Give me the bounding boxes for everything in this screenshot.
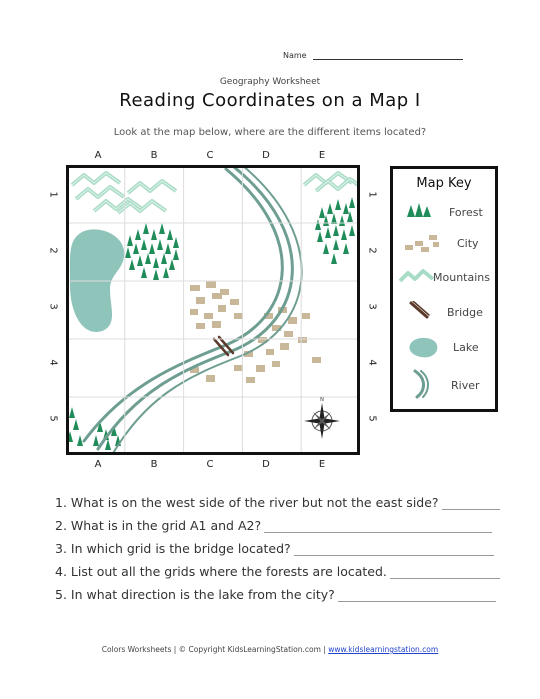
answer-line-4[interactable]	[390, 568, 500, 579]
compass-rose-icon	[304, 397, 340, 439]
question-4-text: 4. List out all the grids where the forests are located.	[55, 564, 387, 579]
name-label: Name	[283, 51, 307, 60]
col-label-bottom-a: A	[94, 459, 102, 470]
name-field	[283, 51, 463, 60]
question-2	[55, 518, 492, 533]
question-3	[55, 541, 494, 556]
question-4	[55, 564, 500, 579]
answer-line-1[interactable]	[442, 499, 500, 510]
row-label-right-4: 4	[366, 359, 378, 366]
worksheet-subtitle: Geography Worksheet	[219, 77, 321, 87]
key-label-bridge: Bridge	[447, 306, 483, 319]
mountains-e1	[304, 173, 360, 191]
footer	[0, 645, 540, 654]
col-label-top-d: D	[262, 150, 270, 161]
col-label-top-e: E	[318, 150, 326, 161]
col-label-bottom-c: C	[206, 459, 214, 470]
col-label-bottom-d: D	[262, 459, 270, 470]
worksheet-title: Reading Coordinates on a Map I	[119, 90, 421, 111]
row-label-left-3: 3	[47, 303, 59, 310]
row-label-right-5: 5	[366, 415, 378, 422]
col-label-bottom-b: B	[150, 459, 158, 470]
bridge-icon	[409, 301, 431, 319]
svg-text:N: N	[320, 397, 324, 403]
key-label-river: River	[451, 379, 480, 392]
answer-line-3[interactable]	[294, 545, 494, 556]
col-label-top-b: B	[150, 150, 158, 161]
question-3-text: 3. In which grid is the bridge located?	[55, 541, 291, 556]
col-label-top-a: A	[94, 150, 102, 161]
mountains-icon	[399, 269, 435, 283]
map-key	[390, 166, 498, 412]
map-key-title: Map Key	[416, 176, 472, 191]
row-label-right-2: 2	[366, 247, 378, 254]
question-2-text: 2. What is in the grid A1 and A2?	[55, 518, 262, 533]
row-label-left-2: 2	[47, 247, 59, 254]
river-icon	[409, 369, 431, 399]
key-label-forest: Forest	[449, 206, 483, 219]
forest-icon	[407, 203, 431, 219]
key-label-mountains: Mountains	[433, 271, 490, 284]
row-label-right-3: 3	[366, 303, 378, 310]
instruction-text: Look at the map below, where are the different items located?	[113, 127, 427, 138]
forest-e1-e2	[315, 197, 355, 264]
col-label-bottom-e: E	[318, 459, 326, 470]
answer-line-5[interactable]	[338, 591, 496, 602]
forest-b2	[125, 223, 179, 280]
key-label-lake: Lake	[453, 341, 479, 354]
col-label-top-c: C	[206, 150, 214, 161]
lake-icon	[407, 335, 439, 359]
answer-line-2[interactable]	[264, 522, 492, 533]
row-label-left-1: 1	[47, 191, 59, 198]
footer-copyright: Colors Worksheets | © Copyright KidsLearningStation.com |	[101, 645, 326, 654]
coordinate-map	[66, 165, 360, 455]
row-label-left-4: 4	[47, 359, 59, 366]
city-icon	[405, 233, 441, 253]
question-1-text: 1. What is on the west side of the river but not the east side?	[55, 495, 439, 510]
mountains-b1	[118, 181, 176, 213]
question-5-text: 5. In what direction is the lake from the city?	[55, 587, 335, 602]
row-label-right-1: 1	[366, 191, 378, 198]
name-line[interactable]	[313, 52, 463, 60]
row-label-left-5: 5	[47, 415, 59, 422]
key-label-city: City	[457, 237, 479, 250]
footer-link[interactable]: www.kidslearningstation.com	[328, 645, 439, 654]
question-1	[55, 495, 500, 510]
question-5	[55, 587, 496, 602]
